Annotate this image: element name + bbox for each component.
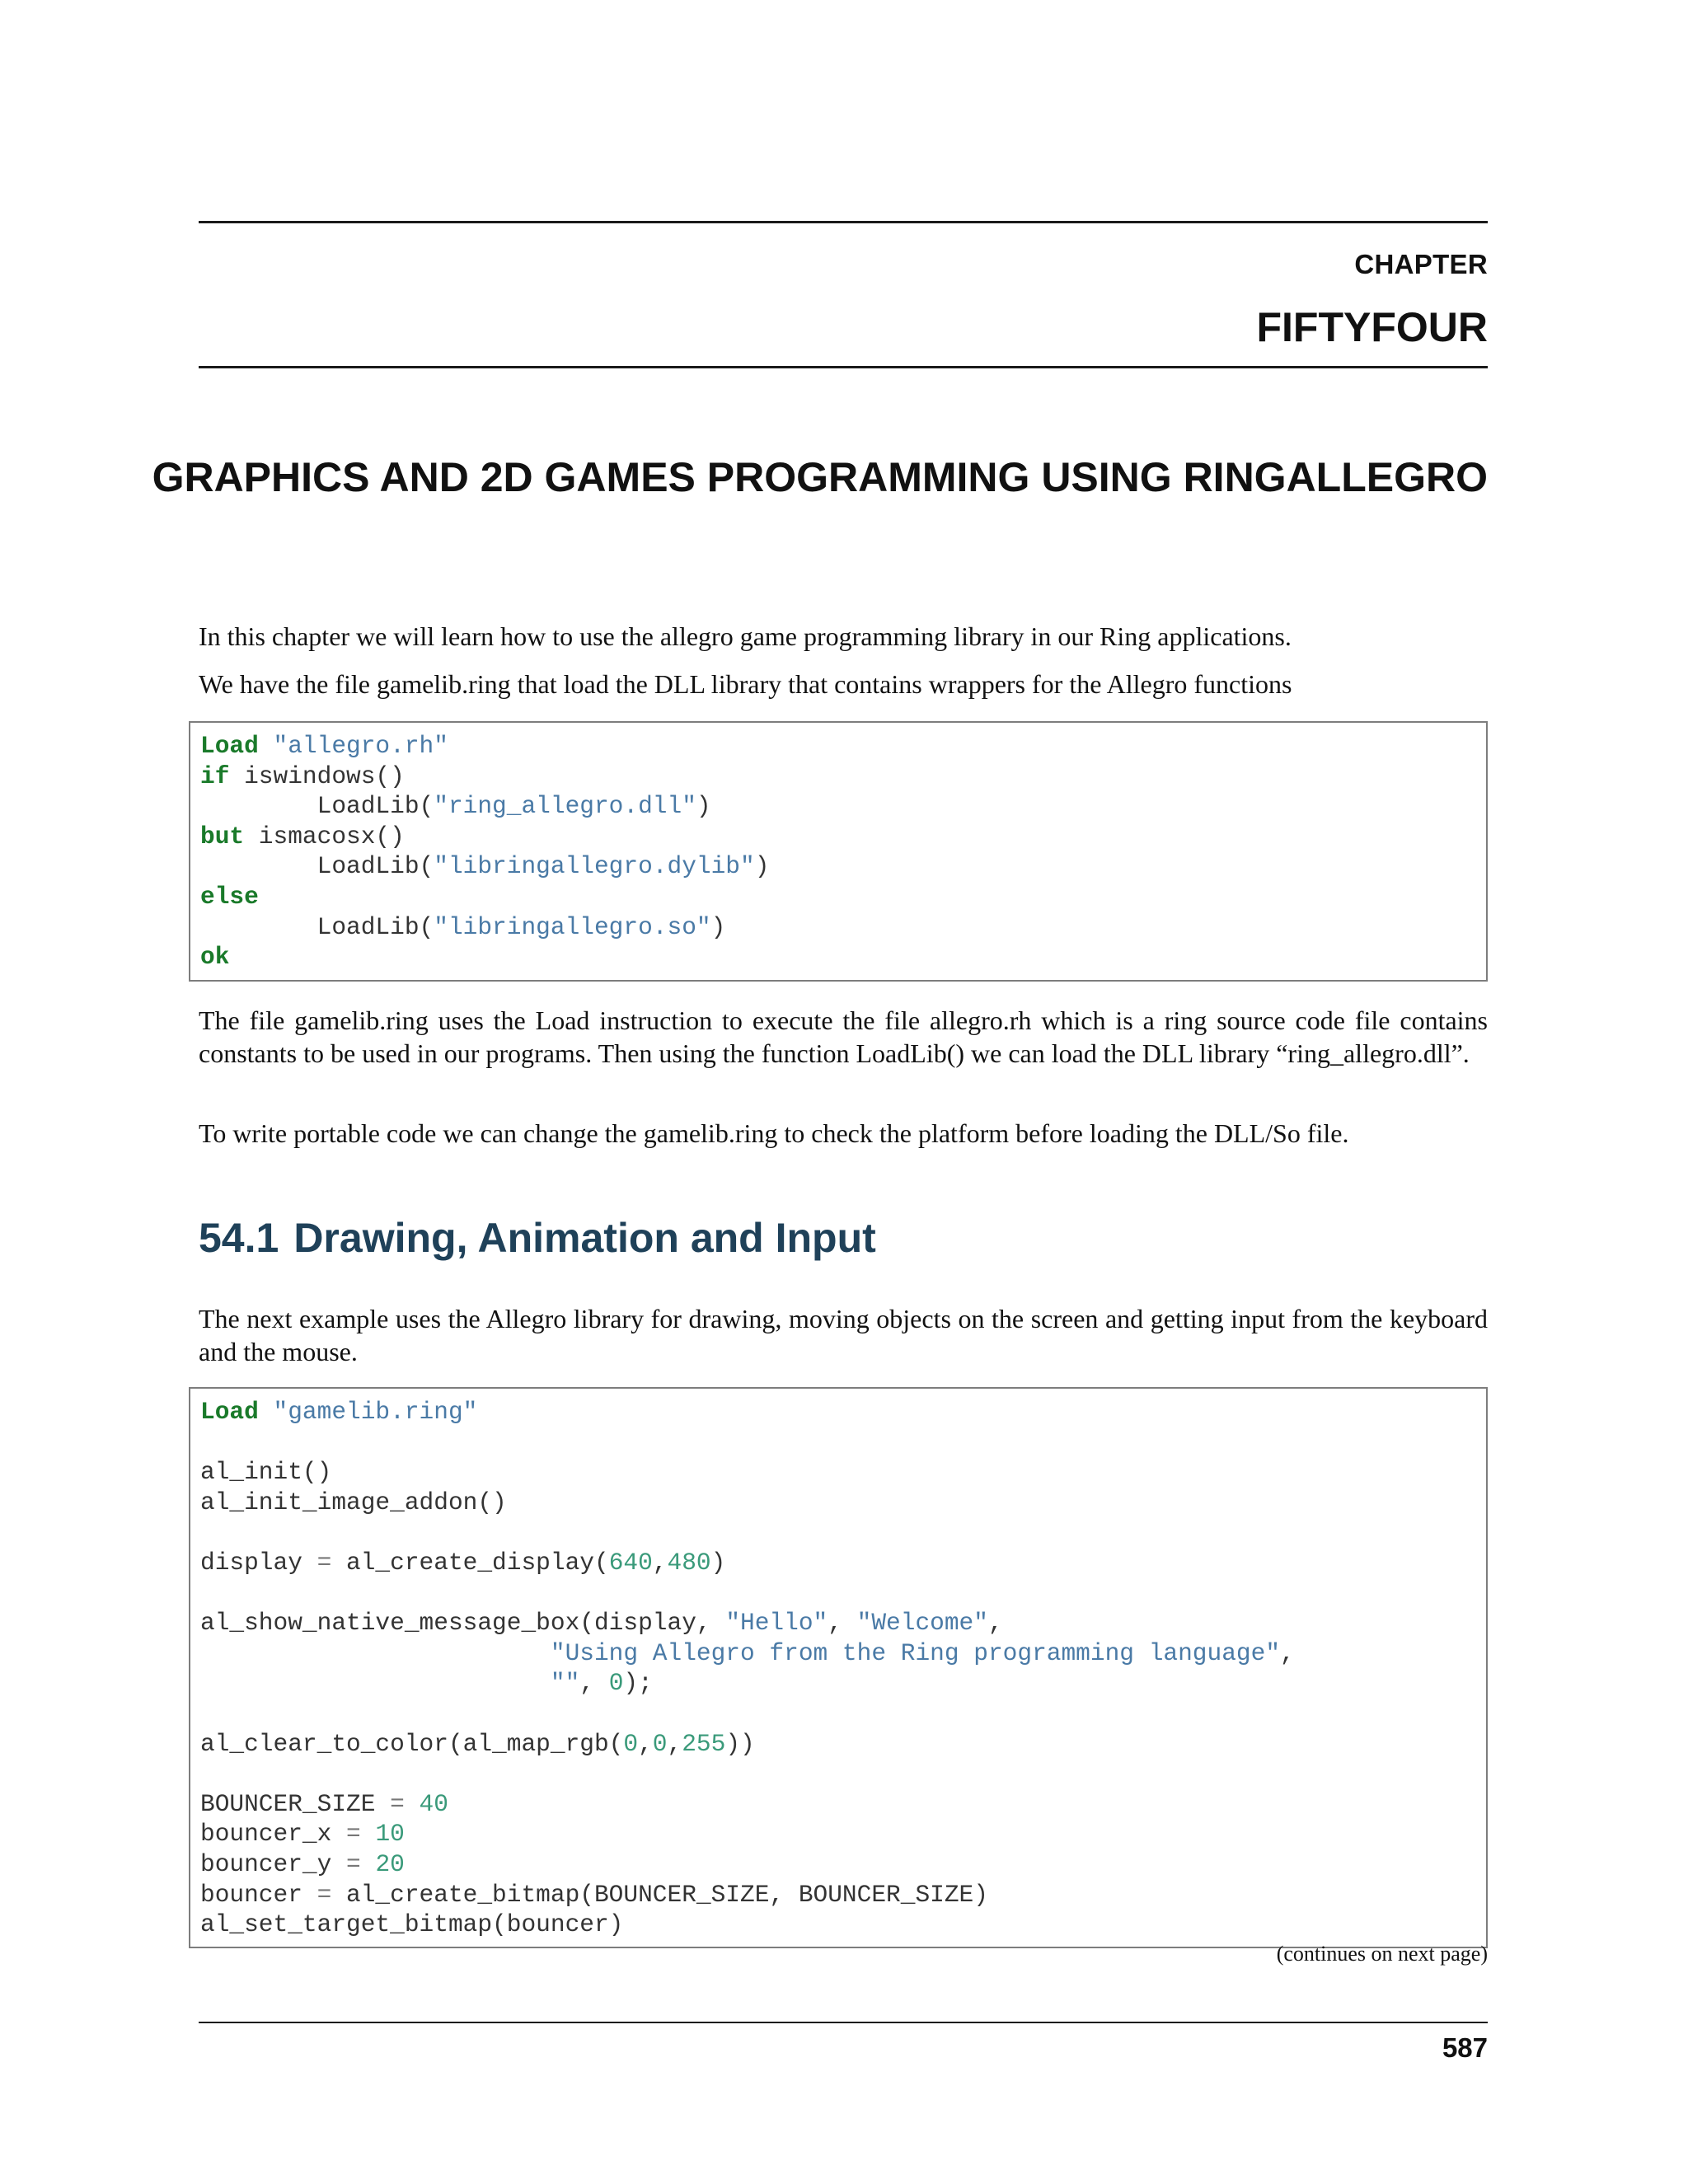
section-number: 54.1 bbox=[199, 1215, 279, 1261]
code-token: "libringallegro.dylib" bbox=[434, 852, 755, 881]
code-token bbox=[259, 732, 274, 760]
code-token: , bbox=[987, 1609, 1003, 1638]
code-token: "" bbox=[550, 1669, 580, 1698]
code-token: BOUNCER_SIZE bbox=[200, 1789, 391, 1818]
code-token: display bbox=[200, 1548, 317, 1577]
code-token: 10 bbox=[375, 1820, 405, 1849]
code-token: , bbox=[1280, 1638, 1295, 1667]
code-token: but bbox=[200, 822, 245, 851]
code-line bbox=[200, 1548, 1486, 1578]
chapter-label: CHAPTER bbox=[1354, 249, 1488, 279]
page-number: 587 bbox=[1442, 2032, 1488, 2063]
code-token: 255 bbox=[682, 1729, 726, 1758]
code-line bbox=[200, 1699, 1486, 1729]
footer-rule bbox=[199, 2022, 1488, 2023]
code-token: "gamelib.ring" bbox=[273, 1398, 478, 1426]
code-token: = bbox=[390, 1789, 405, 1818]
code-line bbox=[200, 1427, 1486, 1458]
code-token: , bbox=[667, 1729, 682, 1758]
code-token: )) bbox=[725, 1729, 755, 1758]
code-line bbox=[200, 1608, 1486, 1638]
code-line bbox=[200, 1488, 1486, 1518]
code-token: if bbox=[200, 762, 230, 790]
code-token: , bbox=[579, 1669, 609, 1698]
code-token: bouncer_x bbox=[200, 1820, 347, 1849]
code-token: , bbox=[652, 1548, 668, 1577]
code-line bbox=[200, 851, 1486, 882]
code-token: LoadLib( bbox=[200, 852, 434, 881]
code-token: , bbox=[638, 1729, 653, 1758]
code-token: 20 bbox=[375, 1849, 405, 1878]
code-token: "libringallegro.so" bbox=[434, 912, 711, 941]
code-token: 480 bbox=[667, 1548, 711, 1577]
code-token: ) bbox=[696, 792, 711, 821]
code-token: = bbox=[346, 1820, 361, 1849]
code-token: bouncer_y bbox=[200, 1849, 347, 1878]
code-block-loadlib bbox=[189, 721, 1488, 982]
code-token: LoadLib( bbox=[200, 792, 434, 821]
code-line bbox=[200, 1849, 1486, 1880]
code-token: al_set_target_bitmap(bouncer) bbox=[200, 1910, 624, 1939]
code-token: ) bbox=[710, 1548, 726, 1577]
code-token bbox=[200, 1669, 551, 1697]
intro-paragraph-2: We have the file gamelib.ring that load the DLL library that contains wrappers for the Allegro functions bbox=[199, 669, 1292, 699]
code-token: al_clear_to_color(al_map_rgb( bbox=[200, 1729, 624, 1758]
code-line bbox=[200, 1910, 1486, 1940]
code-token bbox=[259, 1398, 274, 1426]
section-intro-paragraph: The next example uses the Allegro library for drawing, moving objects on the screen and getting input from the keyboard and the mouse. bbox=[199, 1304, 1488, 1366]
code-line bbox=[200, 1668, 1486, 1699]
code-token bbox=[405, 1790, 420, 1818]
code-token: "Hello" bbox=[725, 1609, 828, 1638]
code-token bbox=[361, 1820, 376, 1848]
code-line bbox=[200, 1578, 1486, 1609]
code-token: iswindows() bbox=[229, 762, 405, 790]
code-token: Load bbox=[200, 732, 259, 760]
code-token: al_init_image_addon() bbox=[200, 1488, 507, 1516]
code-line bbox=[200, 1457, 1486, 1488]
code-token bbox=[361, 1850, 376, 1878]
code-token: ok bbox=[200, 943, 230, 972]
code-line bbox=[200, 822, 1486, 852]
code-token: 0 bbox=[652, 1729, 668, 1758]
code-token: ) bbox=[710, 912, 726, 941]
code-line bbox=[200, 1638, 1486, 1669]
code-token: "ring_allegro.dll" bbox=[434, 792, 696, 821]
code-token: bouncer bbox=[200, 1880, 317, 1909]
top-rule bbox=[199, 221, 1488, 223]
code-line bbox=[200, 942, 1486, 972]
code-token: = bbox=[316, 1880, 332, 1909]
code-line bbox=[200, 1729, 1486, 1760]
code-token: 0 bbox=[608, 1669, 624, 1698]
code-line bbox=[200, 762, 1486, 792]
chapter-number: FIFTYFOUR bbox=[1256, 304, 1488, 350]
intro-paragraph-1: In this chapter we will learn how to use the allegro game programming library in our Ring applications. bbox=[199, 621, 1292, 651]
code-line bbox=[200, 912, 1486, 943]
code-token: , bbox=[828, 1609, 857, 1638]
code-token: Load bbox=[200, 1398, 259, 1426]
code-line bbox=[200, 1789, 1486, 1820]
code-token: al_create_display( bbox=[331, 1548, 609, 1577]
code-token: al_init() bbox=[200, 1458, 332, 1487]
code-line bbox=[200, 1397, 1486, 1427]
code-token bbox=[200, 1639, 551, 1667]
code-token: ) bbox=[754, 852, 770, 881]
code-token: ismacosx() bbox=[244, 822, 405, 851]
code-line bbox=[200, 731, 1486, 762]
explanation-paragraph: The file gamelib.ring uses the Load instruction to execute the file allegro.rh which is a ring source code file contains constants to be used in our programs. Then using the function LoadLib() we can load the DLL library “ring_allegro.dll”. bbox=[199, 1005, 1488, 1068]
code-token: 0 bbox=[623, 1729, 639, 1758]
code-token: 640 bbox=[608, 1548, 653, 1577]
code-line bbox=[200, 1880, 1486, 1910]
code-token: ); bbox=[623, 1669, 653, 1698]
code-line bbox=[200, 1819, 1486, 1849]
code-line bbox=[200, 1517, 1486, 1548]
code-token: al_show_native_message_box(display, bbox=[200, 1609, 726, 1638]
section-title-text: Drawing, Animation and Input bbox=[293, 1215, 876, 1261]
code-token: "Using Allegro from the Ring programming language" bbox=[550, 1638, 1281, 1667]
continues-note: (continues on next page) bbox=[1276, 1942, 1488, 1966]
chapter-title: GRAPHICS AND 2D GAMES PROGRAMMING USING RINGALLEGRO bbox=[152, 454, 1488, 500]
chapter-bottom-rule bbox=[199, 366, 1488, 368]
code-token: "allegro.rh" bbox=[273, 732, 448, 760]
code-token: else bbox=[200, 882, 259, 911]
code-token: al_create_bitmap(BOUNCER_SIZE, BOUNCER_SIZE) bbox=[331, 1880, 988, 1909]
portability-paragraph: To write portable code we can change the gamelib.ring to check the platform before loading the DLL/So file. bbox=[199, 1118, 1349, 1148]
code-line bbox=[200, 882, 1486, 912]
code-line bbox=[200, 791, 1486, 822]
code-line bbox=[200, 1759, 1486, 1789]
code-block-example bbox=[189, 1387, 1488, 1948]
code-token: = bbox=[346, 1849, 361, 1878]
code-token: "Welcome" bbox=[856, 1609, 988, 1638]
section-heading bbox=[199, 1214, 876, 1262]
code-token: 40 bbox=[419, 1789, 448, 1818]
code-token: LoadLib( bbox=[200, 912, 434, 941]
code-token: = bbox=[316, 1548, 332, 1577]
